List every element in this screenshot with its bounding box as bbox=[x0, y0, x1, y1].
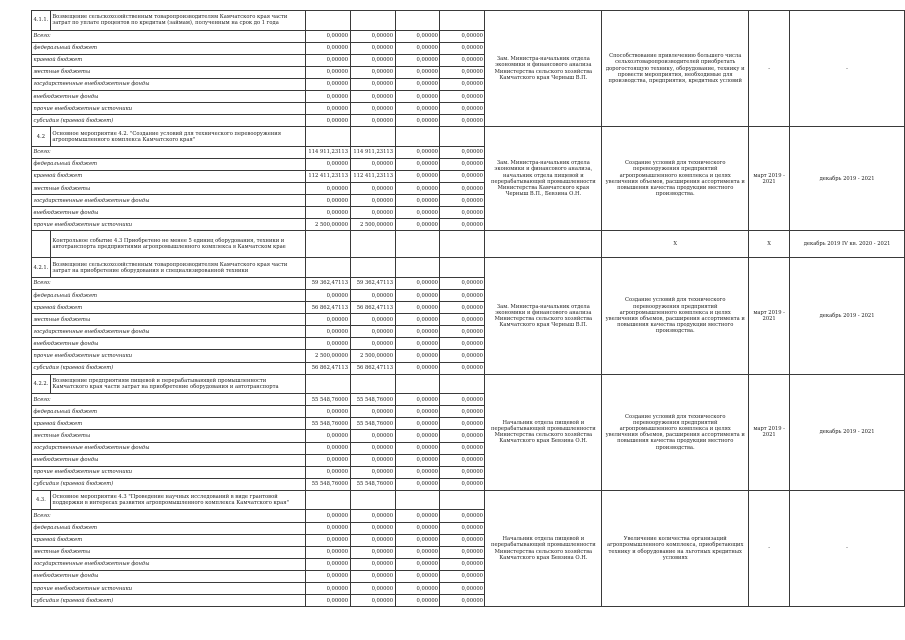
value-cell: 0,00000 bbox=[440, 466, 485, 478]
row-label: Всего: bbox=[32, 277, 306, 289]
start-date-cell: март 2019 - 2021 bbox=[749, 374, 790, 490]
row-label: прочие внебюджетные источники bbox=[32, 582, 306, 594]
value-cell: 0,00000 bbox=[350, 546, 395, 558]
row-label: федеральный бюджет bbox=[32, 158, 306, 170]
section-header-row bbox=[32, 258, 905, 278]
value-cell: 0,00000 bbox=[395, 42, 440, 54]
value-cell: 0,00000 bbox=[395, 350, 440, 362]
value-cell: 112 411,23113 bbox=[350, 170, 395, 182]
value-cell: 0,00000 bbox=[440, 394, 485, 406]
value-cell: 0,00000 bbox=[395, 582, 440, 594]
value-cell: 0,00000 bbox=[305, 582, 350, 594]
empty-cell bbox=[32, 231, 51, 258]
control-mark: Х bbox=[749, 231, 790, 258]
value-cell: 0,00000 bbox=[395, 302, 440, 314]
start-date-cell: март 2019 - 2021 bbox=[749, 258, 790, 374]
end-date-cell: декабрь 2019 - 2021 bbox=[790, 374, 905, 490]
value-cell: 0,00000 bbox=[305, 314, 350, 326]
value-cell: 0,00000 bbox=[440, 219, 485, 231]
value-cell: 0,00000 bbox=[395, 146, 440, 158]
value-cell: 0,00000 bbox=[395, 534, 440, 546]
value-cell: 0,00000 bbox=[305, 338, 350, 350]
value-cell: 0,00000 bbox=[350, 558, 395, 570]
empty-cell bbox=[305, 231, 350, 258]
row-label: государственные внебюджетные фонды bbox=[32, 326, 306, 338]
value-cell: 0,00000 bbox=[350, 406, 395, 418]
value-cell: 0,00000 bbox=[305, 406, 350, 418]
value-cell: 0,00000 bbox=[305, 558, 350, 570]
empty-cell bbox=[395, 127, 440, 147]
value-cell: 0,00000 bbox=[350, 442, 395, 454]
responsible-cell: Зам. Министра-начальник отдела экономики и финансового анализа Министерства сельского хозяйства Камчатского края Черныш В.П. bbox=[485, 11, 602, 127]
value-cell: 0,00000 bbox=[440, 454, 485, 466]
value-cell: 2 500,00000 bbox=[305, 350, 350, 362]
empty-cell bbox=[395, 374, 440, 394]
row-label: субсидия (краевой бюджет) bbox=[32, 595, 306, 607]
value-cell: 0,00000 bbox=[440, 103, 485, 115]
value-cell: 0,00000 bbox=[395, 558, 440, 570]
value-cell: 114 911,23113 bbox=[305, 146, 350, 158]
value-cell: 0,00000 bbox=[350, 466, 395, 478]
section-code: 4.2.1. bbox=[32, 258, 51, 278]
value-cell: 0,00000 bbox=[350, 78, 395, 90]
value-cell: 0,00000 bbox=[305, 430, 350, 442]
row-label: государственные внебюджетные фонды bbox=[32, 442, 306, 454]
end-date-cell: декабрь 2019 - 2021 bbox=[790, 127, 905, 231]
row-label: краевой бюджет bbox=[32, 302, 306, 314]
value-cell: 0,00000 bbox=[440, 546, 485, 558]
value-cell: 0,00000 bbox=[440, 326, 485, 338]
start-date-cell: март 2019 - 2021 bbox=[749, 127, 790, 231]
value-cell: 0,00000 bbox=[305, 30, 350, 42]
empty-cell bbox=[440, 374, 485, 394]
empty-cell bbox=[350, 490, 395, 510]
row-label: федеральный бюджет bbox=[32, 406, 306, 418]
value-cell: 0,00000 bbox=[395, 466, 440, 478]
row-label: внебюджетные фонды bbox=[32, 207, 306, 219]
section-code: 4.3. bbox=[32, 490, 51, 510]
row-label: субсидия (краевой бюджет) bbox=[32, 478, 306, 490]
value-cell: 0,00000 bbox=[395, 362, 440, 374]
value-cell: 0,00000 bbox=[395, 170, 440, 182]
value-cell: 0,00000 bbox=[395, 66, 440, 78]
section-title: Основное мероприятие 4.3 "Проведение научных исследований в виде грантовой поддержки в интересах развития агропромышленного комплекса Камчатского края" bbox=[50, 490, 305, 510]
responsible-cell: Зам. Министра-начальник отдела экономики и финансового анализа Министерства сельского хозяйства Камчатского края Черныш В.П. bbox=[485, 258, 602, 374]
value-cell: 0,00000 bbox=[350, 595, 395, 607]
start-date-cell: - bbox=[749, 11, 790, 127]
value-cell: 0,00000 bbox=[440, 534, 485, 546]
value-cell: 0,00000 bbox=[350, 66, 395, 78]
value-cell: 2 500,00000 bbox=[350, 350, 395, 362]
value-cell: 0,00000 bbox=[350, 207, 395, 219]
control-mark: Х bbox=[602, 231, 749, 258]
value-cell: 0,00000 bbox=[305, 466, 350, 478]
value-cell: 0,00000 bbox=[440, 170, 485, 182]
row-label: субсидия (краевой бюджет) bbox=[32, 115, 306, 127]
row-label: Всего: bbox=[32, 510, 306, 522]
value-cell: 0,00000 bbox=[305, 546, 350, 558]
empty-cell bbox=[350, 258, 395, 278]
value-cell: 0,00000 bbox=[395, 314, 440, 326]
row-label: федеральный бюджет bbox=[32, 290, 306, 302]
value-cell: 0,00000 bbox=[440, 90, 485, 102]
value-cell: 0,00000 bbox=[305, 78, 350, 90]
value-cell: 0,00000 bbox=[350, 534, 395, 546]
value-cell: 0,00000 bbox=[440, 442, 485, 454]
control-date: декабрь 2019 IV кв. 2020 - 2021 bbox=[790, 231, 905, 258]
value-cell: 0,00000 bbox=[350, 42, 395, 54]
value-cell: 55 548,76000 bbox=[350, 418, 395, 430]
value-cell: 0,00000 bbox=[305, 510, 350, 522]
row-label: краевой бюджет bbox=[32, 418, 306, 430]
value-cell: 0,00000 bbox=[350, 158, 395, 170]
value-cell: 0,00000 bbox=[350, 195, 395, 207]
value-cell: 0,00000 bbox=[350, 582, 395, 594]
empty-cell bbox=[440, 127, 485, 147]
value-cell: 0,00000 bbox=[350, 90, 395, 102]
value-cell: 55 548,76000 bbox=[305, 394, 350, 406]
empty-cell bbox=[440, 490, 485, 510]
value-cell: 0,00000 bbox=[395, 90, 440, 102]
value-cell: 0,00000 bbox=[440, 66, 485, 78]
empty-cell bbox=[305, 490, 350, 510]
section-header-row bbox=[32, 374, 905, 394]
section-header-row bbox=[32, 127, 905, 147]
value-cell: 0,00000 bbox=[440, 558, 485, 570]
value-cell: 0,00000 bbox=[305, 183, 350, 195]
empty-cell bbox=[350, 374, 395, 394]
value-cell: 0,00000 bbox=[440, 406, 485, 418]
row-label: краевой бюджет bbox=[32, 534, 306, 546]
value-cell: 0,00000 bbox=[440, 30, 485, 42]
value-cell: 0,00000 bbox=[350, 183, 395, 195]
value-cell: 114 911,23113 bbox=[350, 146, 395, 158]
value-cell: 0,00000 bbox=[305, 534, 350, 546]
row-label: местные бюджеты bbox=[32, 546, 306, 558]
value-cell: 0,00000 bbox=[440, 158, 485, 170]
result-cell: Увеличение количества организаций агропромышленного комплекса, приобретающих технику и оборудование на льготных кредитных условиях bbox=[602, 490, 749, 606]
result-cell: Создание условий для технического перевооружения предприятий агропромышленного комплекса и целях увеличения объемов, расширения ассортимента и повышения качества продукции местного производства. bbox=[602, 258, 749, 374]
row-label: краевой бюджет bbox=[32, 54, 306, 66]
value-cell: 0,00000 bbox=[350, 338, 395, 350]
value-cell: 0,00000 bbox=[350, 430, 395, 442]
value-cell: 56 862,47113 bbox=[305, 302, 350, 314]
value-cell: 2 500,00000 bbox=[350, 219, 395, 231]
value-cell: 0,00000 bbox=[395, 103, 440, 115]
value-cell: 0,00000 bbox=[350, 326, 395, 338]
control-event-text: Контрольное событие 4.3 Приобретено не менее 5 единиц оборудования, техники и автотранспорта предприятиями агропромышленного комплекса в Камчатском крае bbox=[50, 231, 305, 258]
value-cell: 0,00000 bbox=[305, 90, 350, 102]
section-code: 4.2.2. bbox=[32, 374, 51, 394]
value-cell: 0,00000 bbox=[305, 66, 350, 78]
value-cell: 0,00000 bbox=[395, 158, 440, 170]
section-title: Возмещение предприятиям пищевой и перерабатывающей промышленности Камчатского края части затрат на приобретение оборудования и автотранспорта bbox=[50, 374, 305, 394]
value-cell: 0,00000 bbox=[350, 570, 395, 582]
value-cell: 0,00000 bbox=[395, 454, 440, 466]
row-label: внебюджетные фонды bbox=[32, 570, 306, 582]
value-cell: 0,00000 bbox=[305, 595, 350, 607]
value-cell: 0,00000 bbox=[440, 115, 485, 127]
value-cell: 0,00000 bbox=[395, 290, 440, 302]
row-label: Всего: bbox=[32, 394, 306, 406]
value-cell: 56 862,47113 bbox=[350, 302, 395, 314]
value-cell: 0,00000 bbox=[395, 207, 440, 219]
value-cell: 0,00000 bbox=[395, 219, 440, 231]
value-cell: 0,00000 bbox=[305, 195, 350, 207]
row-label: Всего: bbox=[32, 146, 306, 158]
section-header-row bbox=[32, 490, 905, 510]
responsible-cell: Начальник отдела пищевой и перерабатывающей промышленности Министерства сельского хозяйства Камчатского края Бевзина О.Н. bbox=[485, 490, 602, 606]
empty-cell bbox=[395, 490, 440, 510]
value-cell: 0,00000 bbox=[305, 522, 350, 534]
value-cell: 0,00000 bbox=[440, 418, 485, 430]
value-cell: 0,00000 bbox=[395, 78, 440, 90]
value-cell: 0,00000 bbox=[395, 326, 440, 338]
value-cell: 0,00000 bbox=[395, 570, 440, 582]
value-cell: 0,00000 bbox=[305, 454, 350, 466]
value-cell: 0,00000 bbox=[305, 42, 350, 54]
value-cell: 0,00000 bbox=[395, 394, 440, 406]
value-cell: 0,00000 bbox=[305, 442, 350, 454]
end-date-cell: - bbox=[790, 490, 905, 606]
section-header-row bbox=[32, 11, 905, 31]
row-label: прочие внебюджетные источники bbox=[32, 219, 306, 231]
budget-table bbox=[31, 10, 905, 607]
value-cell: 0,00000 bbox=[350, 290, 395, 302]
value-cell: 0,00000 bbox=[395, 277, 440, 289]
value-cell: 0,00000 bbox=[350, 30, 395, 42]
section-title: Основное мероприятие 4.2. "Создание условий для технического перевооружения агропромышленного комплекса Камчатского края" bbox=[50, 127, 305, 147]
value-cell: 59 362,47113 bbox=[350, 277, 395, 289]
value-cell: 0,00000 bbox=[395, 418, 440, 430]
empty-cell bbox=[395, 11, 440, 31]
row-label: внебюджетные фонды bbox=[32, 338, 306, 350]
value-cell: 55 548,76000 bbox=[350, 478, 395, 490]
responsible-cell: Зам. Министра-начальник отдела экономики и финансового анализа, начальник отдела пищевой и перерабатывающей промышленности Министерства Камчатского края Черныш В.П., Бевзина О.Н. bbox=[485, 127, 602, 231]
section-title: Возмещение сельскохозяйственным товаропроизводителям Камчатского края части затрат на приобретение оборудования и специализированной техники bbox=[50, 258, 305, 278]
row-label: прочие внебюджетные источники bbox=[32, 350, 306, 362]
responsible-cell: Начальник отдела пищевой и перерабатывающей промышленности Министерства сельского хозяйства Камчатского края Бевзина О.Н. bbox=[485, 374, 602, 490]
value-cell: 0,00000 bbox=[305, 103, 350, 115]
value-cell: 0,00000 bbox=[440, 582, 485, 594]
value-cell: 0,00000 bbox=[395, 430, 440, 442]
value-cell: 0,00000 bbox=[440, 207, 485, 219]
value-cell: 0,00000 bbox=[440, 146, 485, 158]
value-cell: 0,00000 bbox=[350, 314, 395, 326]
value-cell: 0,00000 bbox=[440, 338, 485, 350]
value-cell: 0,00000 bbox=[305, 326, 350, 338]
value-cell: 0,00000 bbox=[440, 430, 485, 442]
row-label: прочие внебюджетные источники bbox=[32, 466, 306, 478]
value-cell: 0,00000 bbox=[395, 30, 440, 42]
value-cell: 0,00000 bbox=[440, 314, 485, 326]
row-label: государственные внебюджетные фонды bbox=[32, 558, 306, 570]
value-cell: 112 411,23113 bbox=[305, 170, 350, 182]
empty-cell bbox=[305, 374, 350, 394]
row-label: местные бюджеты bbox=[32, 314, 306, 326]
result-cell: Создание условий для технического перевооружения предприятий агропромышленного комплекса и целях увеличения объемов, расширения ассортимента и повышения качества продукции местного производства. bbox=[602, 127, 749, 231]
value-cell: 0,00000 bbox=[350, 115, 395, 127]
value-cell: 0,00000 bbox=[395, 183, 440, 195]
start-date-cell: - bbox=[749, 490, 790, 606]
value-cell: 0,00000 bbox=[440, 302, 485, 314]
value-cell: 0,00000 bbox=[440, 522, 485, 534]
row-label: государственные внебюджетные фонды bbox=[32, 195, 306, 207]
value-cell: 55 548,76000 bbox=[305, 418, 350, 430]
value-cell: 0,00000 bbox=[440, 42, 485, 54]
result-cell: Способствование привлечению большего числа сельхозтоваропроизводителей приобретать дорогостоящую технику, оборудование, технику и провести мероприятия, необходимые для производства, предприятия, кредитных условий bbox=[602, 11, 749, 127]
value-cell: 0,00000 bbox=[305, 158, 350, 170]
empty-cell bbox=[305, 258, 350, 278]
value-cell: 0,00000 bbox=[395, 406, 440, 418]
value-cell: 0,00000 bbox=[440, 362, 485, 374]
value-cell: 0,00000 bbox=[395, 510, 440, 522]
value-cell: 55 548,76000 bbox=[305, 478, 350, 490]
value-cell: 0,00000 bbox=[395, 595, 440, 607]
empty-cell bbox=[305, 11, 350, 31]
empty-cell bbox=[485, 231, 602, 258]
value-cell: 0,00000 bbox=[395, 115, 440, 127]
row-label: государственные внебюджетные фонды bbox=[32, 78, 306, 90]
value-cell: 0,00000 bbox=[350, 522, 395, 534]
value-cell: 0,00000 bbox=[395, 546, 440, 558]
value-cell: 0,00000 bbox=[350, 54, 395, 66]
row-label: федеральный бюджет bbox=[32, 42, 306, 54]
row-label: субсидия (краевой бюджет) bbox=[32, 362, 306, 374]
value-cell: 56 862,47113 bbox=[305, 362, 350, 374]
row-label: внебюджетные фонды bbox=[32, 90, 306, 102]
row-label: Всего: bbox=[32, 30, 306, 42]
empty-cell bbox=[395, 258, 440, 278]
control-event-row bbox=[32, 231, 905, 258]
empty-cell bbox=[440, 11, 485, 31]
value-cell: 0,00000 bbox=[440, 195, 485, 207]
row-label: краевой бюджет bbox=[32, 170, 306, 182]
row-label: федеральный бюджет bbox=[32, 522, 306, 534]
value-cell: 0,00000 bbox=[305, 115, 350, 127]
row-label: местные бюджеты bbox=[32, 430, 306, 442]
empty-cell bbox=[305, 127, 350, 147]
value-cell: 0,00000 bbox=[440, 290, 485, 302]
empty-cell bbox=[350, 127, 395, 147]
row-label: местные бюджеты bbox=[32, 66, 306, 78]
value-cell: 0,00000 bbox=[395, 522, 440, 534]
value-cell: 0,00000 bbox=[440, 350, 485, 362]
row-label: внебюджетные фонды bbox=[32, 454, 306, 466]
value-cell: 0,00000 bbox=[440, 570, 485, 582]
end-date-cell: - bbox=[790, 11, 905, 127]
value-cell: 0,00000 bbox=[395, 54, 440, 66]
section-code: 4.1.1. bbox=[32, 11, 51, 31]
value-cell: 0,00000 bbox=[305, 54, 350, 66]
value-cell: 0,00000 bbox=[395, 442, 440, 454]
value-cell: 0,00000 bbox=[440, 510, 485, 522]
section-title: Возмещение сельскохозяйственным товаропроизводителям Камчатского края части затрат по уплате процентов по кредитам (займам), полученным на срок до 1 года bbox=[50, 11, 305, 31]
result-cell: Создание условий для технического перевооружения предприятий агропромышленного комплекса и целях увеличения объемов, расширения ассортимента и повышения качества продукции местного производства. bbox=[602, 374, 749, 490]
value-cell: 56 862,47113 bbox=[350, 362, 395, 374]
value-cell: 55 548,76000 bbox=[350, 394, 395, 406]
row-label: местные бюджеты bbox=[32, 183, 306, 195]
value-cell: 0,00000 bbox=[395, 478, 440, 490]
value-cell: 0,00000 bbox=[305, 570, 350, 582]
value-cell: 0,00000 bbox=[440, 277, 485, 289]
section-code: 4.2 bbox=[32, 127, 51, 147]
value-cell: 0,00000 bbox=[395, 195, 440, 207]
empty-cell bbox=[350, 11, 395, 31]
empty-cell bbox=[440, 231, 485, 258]
value-cell: 2 500,00000 bbox=[305, 219, 350, 231]
end-date-cell: декабрь 2019 - 2021 bbox=[790, 258, 905, 374]
row-label: прочие внебюджетные источники bbox=[32, 103, 306, 115]
value-cell: 0,00000 bbox=[350, 454, 395, 466]
value-cell: 59 362,47113 bbox=[305, 277, 350, 289]
value-cell: 0,00000 bbox=[440, 595, 485, 607]
value-cell: 0,00000 bbox=[305, 290, 350, 302]
value-cell: 0,00000 bbox=[305, 207, 350, 219]
empty-cell bbox=[395, 231, 440, 258]
value-cell: 0,00000 bbox=[350, 510, 395, 522]
empty-cell bbox=[350, 231, 395, 258]
value-cell: 0,00000 bbox=[350, 103, 395, 115]
value-cell: 0,00000 bbox=[440, 54, 485, 66]
empty-cell bbox=[440, 258, 485, 278]
value-cell: 0,00000 bbox=[440, 183, 485, 195]
value-cell: 0,00000 bbox=[440, 478, 485, 490]
value-cell: 0,00000 bbox=[440, 78, 485, 90]
value-cell: 0,00000 bbox=[395, 338, 440, 350]
